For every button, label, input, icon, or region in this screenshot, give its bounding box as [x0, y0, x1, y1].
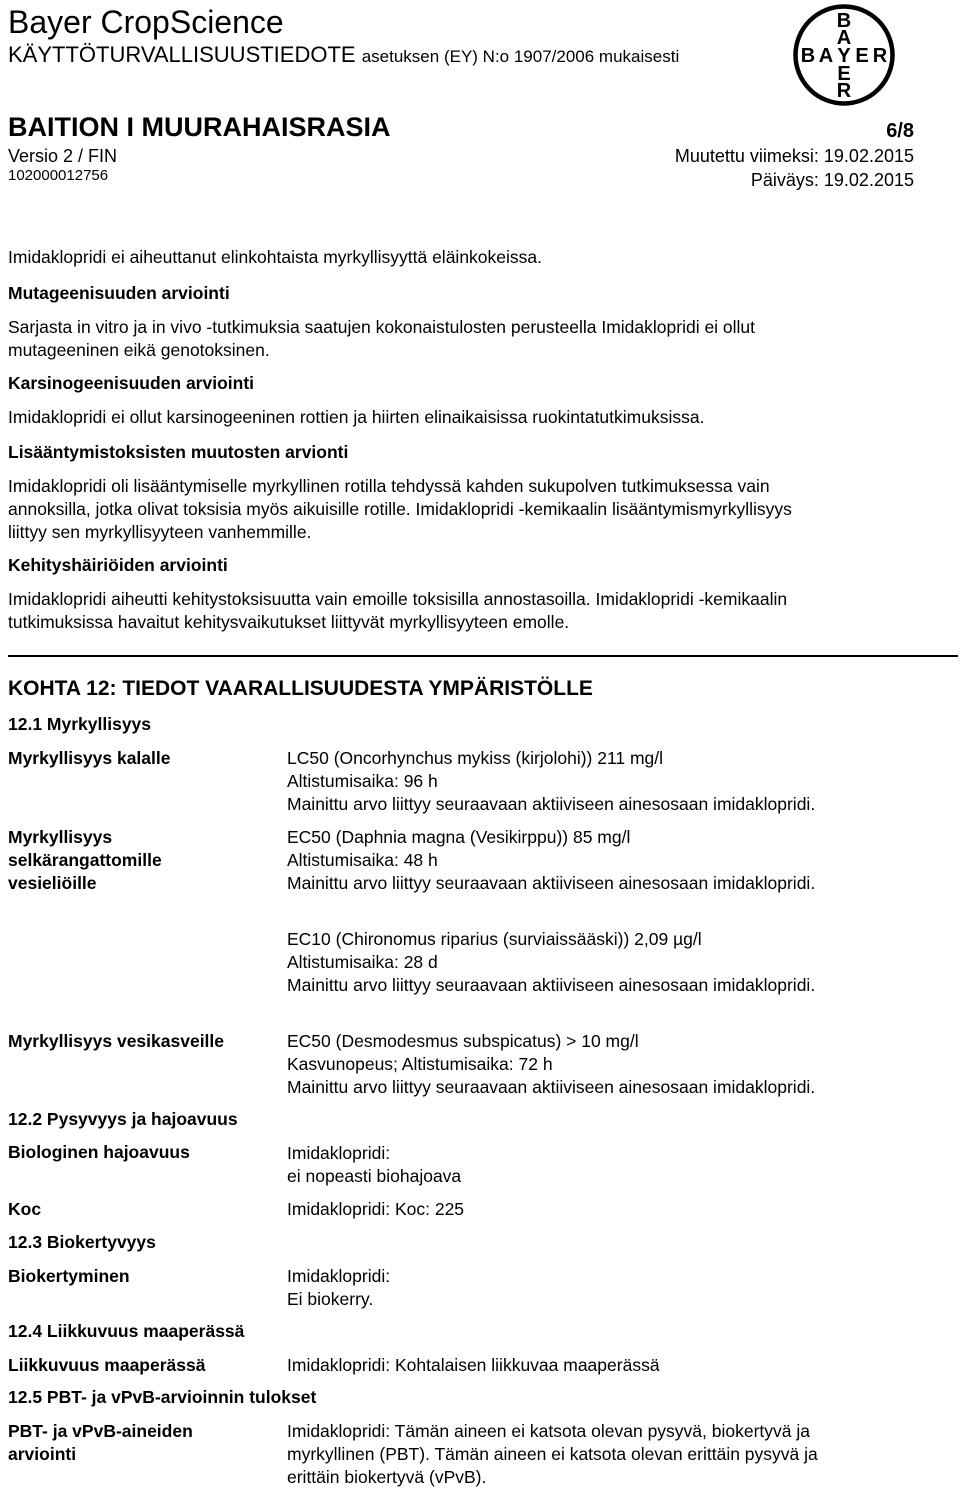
subsection-12-4: 12.4 Liikkuvuus maaperässä — [8, 1321, 245, 1341]
label-invertebrate-toxicity — [8, 826, 162, 895]
repro-line-2: annoksilla, jotka olivat toksisia myös aikuisille rotille. Imidaklopridi -kemikaalin lisääntymismyrkyllisyys — [8, 499, 792, 519]
value-plant-toxicity — [287, 1030, 815, 1099]
label-pbt-assessment — [8, 1420, 193, 1466]
value-koc: Imidaklopridi: Koc: 225 — [287, 1199, 465, 1219]
logo-letter-e: E — [855, 45, 869, 67]
chironomus-line-3: Mainittu arvo liittyy seuraavaan aktiiviseen ainesosaan imidaklopridi. — [287, 975, 816, 995]
label-bioaccumulation: Biokertyminen — [8, 1266, 130, 1286]
logo-letter-a: A — [836, 27, 852, 49]
fish-line-1: LC50 (Oncorhynchus mykiss (kirjolohi)) 211 mg/l — [287, 748, 664, 768]
dev-line-2: tutkimuksissa havaitut kehitysvaikutukset liittyvät myrkyllisyyteen emolle. — [8, 612, 570, 632]
product-name: BAITION I MUURAHAISRASIA — [8, 112, 391, 142]
value-invertebrate-toxicity — [287, 826, 815, 895]
document-number: 102000012756 — [8, 167, 109, 184]
label-koc: Koc — [8, 1199, 42, 1219]
heading-reproductive-toxicity: Lisääntymistoksisten muutosten arvionti — [8, 442, 349, 462]
mutagenicity-text — [8, 316, 948, 362]
invertebrate-label-line-1: Myrkyllisyys — [8, 827, 113, 847]
version: Versio 2 / FIN — [8, 146, 118, 166]
mutagenicity-line-2: mutageeninen eikä genotoksinen. — [8, 340, 270, 360]
heading-carcinogenicity: Karsinogeenisuuden arviointi — [8, 373, 255, 393]
dev-line-1: Imidaklopridi aiheutti kehitystoksisuutta vain emoille toksisilla annostasoilla. Imidaklopridi -kemikaalin — [8, 589, 788, 609]
modified-date: Muutettu viimeksi: 19.02.2015 — [674, 146, 914, 166]
value-biodegradability — [287, 1142, 461, 1188]
invertebrate-line-2: Altistumisaika: 48 h — [287, 850, 438, 870]
bioaccumulation-line-1: Imidaklopridi: — [287, 1266, 391, 1286]
developmental-toxicity-text — [8, 588, 948, 634]
heading-mutagenicity: Mutageenisuuden arviointi — [8, 283, 230, 303]
subsection-12-3: 12.3 Biokertyvyys — [8, 1232, 156, 1252]
value-pbt-assessment — [287, 1420, 818, 1489]
value-chironomus-toxicity — [287, 928, 815, 997]
subsection-12-2: 12.2 Pysyvyys ja hajoavuus — [8, 1109, 238, 1129]
fish-line-2: Altistumisaika: 96 h — [287, 771, 438, 791]
bayer-logo — [792, 3, 896, 107]
company-name: Bayer CropScience — [8, 4, 284, 40]
logo-letter-b2: B — [800, 45, 816, 67]
logo-letter-r2: R — [836, 80, 852, 102]
reproductive-toxicity-text — [8, 475, 948, 544]
logo-letter-a2: A — [818, 45, 834, 67]
repro-line-3: liittyy sen myrkyllisyyteen vanhemmille. — [8, 522, 312, 542]
section-divider — [8, 655, 958, 657]
label-biodegradability: Biologinen hajoavuus — [8, 1142, 190, 1162]
label-plant-toxicity: Myrkyllisyys vesikasveille — [8, 1031, 225, 1051]
document-type-title: KÄYTTÖTURVALLISUUSTIEDOTE — [8, 42, 356, 67]
logo-letter-b: B — [836, 10, 852, 32]
carcinogenicity-text: Imidaklopridi ei ollut karsinogeeninen rottien ja hiirten elinaikaisissa ruokintatutkimuksissa. — [8, 407, 705, 427]
plant-line-1: EC50 (Desmodesmus subspicatus) > 10 mg/l — [287, 1031, 639, 1051]
chironomus-line-2: Altistumisaika: 28 d — [287, 952, 438, 972]
biodegradability-line-1: Imidaklopridi: — [287, 1143, 391, 1163]
subsection-12-5: 12.5 PBT- ja vPvB-arvioinnin tulokset — [8, 1387, 317, 1407]
section-12-title: KOHTA 12: TIEDOT VAARALLISUUDESTA YMPÄRISTÖLLE — [8, 677, 593, 700]
pbt-line-3: erittäin biokertyvä (vPvB). — [287, 1467, 487, 1487]
repro-line-1: Imidaklopridi oli lisääntymiselle myrkyllinen rotilla tehdyssä kahden sukupolven tutkimuksessa vain — [8, 476, 770, 496]
document-regulation: asetuksen (EY) N:o 1907/2006 mukaisesti — [361, 47, 680, 66]
logo-letter-e2: E — [837, 63, 851, 85]
logo-letter-y: Y — [837, 45, 851, 67]
document-date: Päiväys: 19.02.2015 — [750, 170, 914, 190]
pbt-line-2: myrkyllinen (PBT). Tämän aineen ei katsota olevan erittäin pysyvä ja — [287, 1444, 818, 1464]
pbt-label-line-2: arviointi — [8, 1444, 77, 1464]
invertebrate-label-line-2: selkärangattomille — [8, 850, 162, 870]
label-fish-toxicity: Myrkyllisyys kalalle — [8, 748, 171, 768]
value-fish-toxicity — [287, 747, 815, 816]
biodegradability-line-2: ei nopeasti biohajoava — [287, 1166, 462, 1186]
subsection-12-1: 12.1 Myrkyllisyys — [8, 714, 152, 734]
invertebrate-line-1: EC50 (Daphnia magna (Vesikirppu)) 85 mg/l — [287, 827, 631, 847]
invertebrate-line-3: Mainittu arvo liittyy seuraavaan aktiiviseen ainesosaan imidaklopridi. — [287, 873, 816, 893]
invertebrate-label-line-3: vesieliöille — [8, 873, 97, 893]
chironomus-line-1: EC10 (Chironomus riparius (surviaissääski)) 2,09 µg/l — [287, 929, 702, 949]
pbt-line-1: Imidaklopridi: Tämän aineen ei katsota olevan pysyvä, biokertyvä ja — [287, 1421, 811, 1441]
heading-developmental-toxicity: Kehityshäiriöiden arviointi — [8, 555, 228, 575]
tox-paragraph: Imidaklopridi ei aiheuttanut elinkohtaista myrkyllisyyttä eläinkokeissa. — [8, 247, 542, 267]
plant-line-3: Mainittu arvo liittyy seuraavaan aktiiviseen ainesosaan imidaklopridi. — [287, 1077, 816, 1097]
pbt-label-line-1: PBT- ja vPvB-aineiden — [8, 1421, 193, 1441]
page-number: 6/8 — [886, 120, 914, 142]
logo-letter-r: R — [872, 45, 888, 67]
label-soil-mobility: Liikkuvuus maaperässä — [8, 1355, 206, 1375]
value-soil-mobility: Imidaklopridi: Kohtalaisen liikkuvaa maaperässä — [287, 1355, 660, 1375]
bioaccumulation-line-2: Ei biokerry. — [287, 1289, 374, 1309]
value-bioaccumulation — [287, 1265, 390, 1311]
plant-line-2: Kasvunopeus; Altistumisaika: 72 h — [287, 1054, 553, 1074]
fish-line-3: Mainittu arvo liittyy seuraavaan aktiiviseen ainesosaan imidaklopridi. — [287, 794, 816, 814]
mutagenicity-line-1: Sarjasta in vitro ja in vivo -tutkimuksia saatujen kokonaistulosten perusteella Imidaklopridi ei ollut — [8, 317, 756, 337]
document-type — [8, 42, 679, 68]
